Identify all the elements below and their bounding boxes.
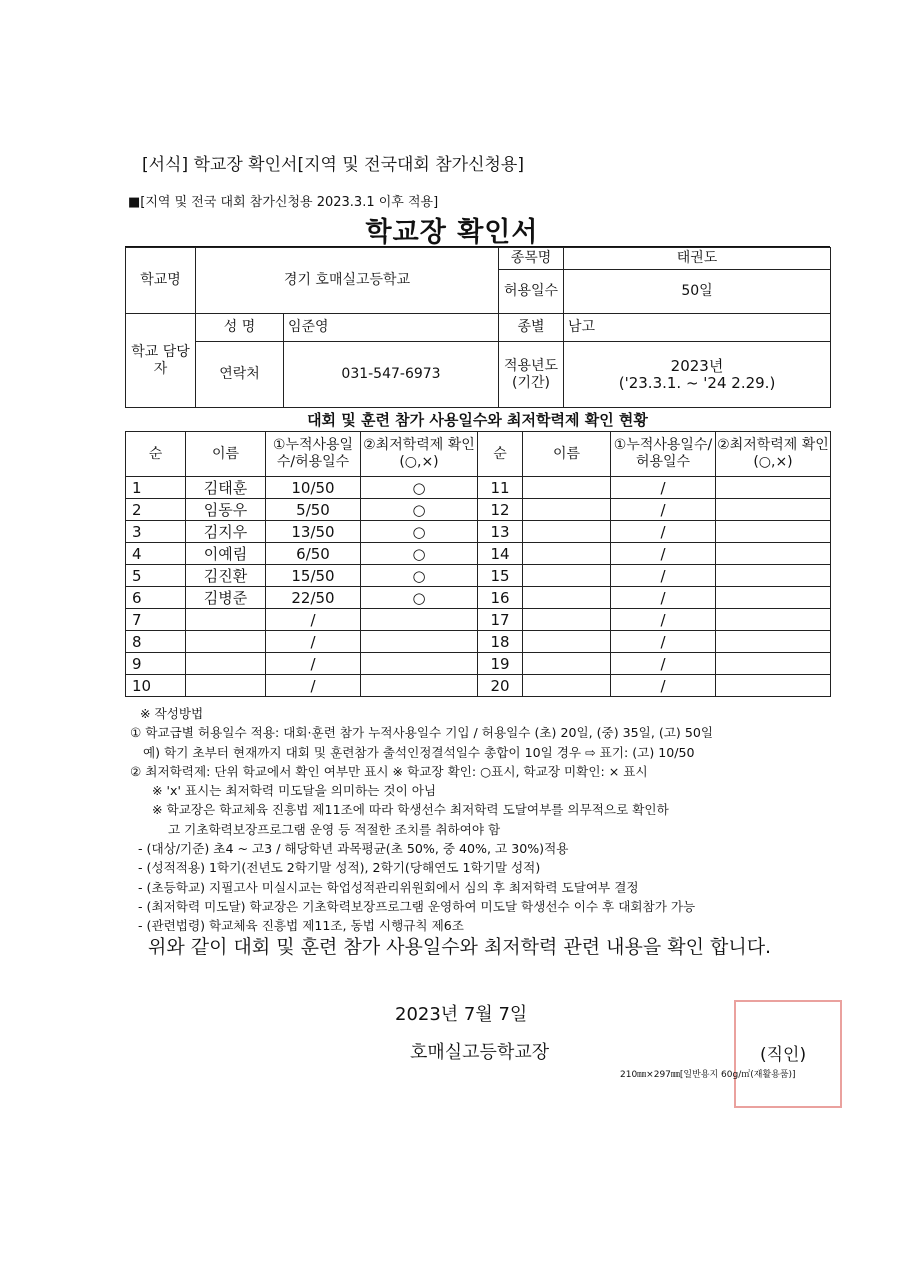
header-days-2: ①누적사용일수/허용일수 <box>611 432 716 477</box>
table-row <box>126 565 831 587</box>
allowed-value: 50일 <box>564 270 831 314</box>
row-days: / <box>266 631 361 653</box>
row-name: 김지우 <box>186 521 266 543</box>
note-line: 예) 학기 초부터 현재까지 대회 및 훈련참가 출석인정결석일수 총합이 10일 경우 ⇨ 표기: (고) 10/50 <box>143 744 695 760</box>
year-label: 적용년도 (기간) <box>499 342 564 408</box>
event-value: 태권도 <box>564 248 831 270</box>
manager-label: 학교 담당자 <box>126 314 196 408</box>
table-row <box>126 543 831 565</box>
row-no-2: 15 <box>478 565 523 587</box>
row-check: ○ <box>361 499 478 521</box>
row-name: 김병준 <box>186 587 266 609</box>
row-name: 이예림 <box>186 543 266 565</box>
paper-spec: 210㎜×297㎜[일반용지 60g/㎡(재활용품)] <box>620 1070 796 1080</box>
row-name-2 <box>523 477 611 499</box>
document-title: 학교장 확인서 <box>365 217 539 248</box>
row-check-2 <box>716 653 831 675</box>
row-check-2 <box>716 499 831 521</box>
gender-label: 종별 <box>499 314 564 342</box>
row-no-2: 19 <box>478 653 523 675</box>
row-days: 5/50 <box>266 499 361 521</box>
row-no-2: 17 <box>478 609 523 631</box>
name-label: 성 명 <box>196 314 284 342</box>
row-check-2 <box>716 543 831 565</box>
header-name-2: 이름 <box>523 432 611 477</box>
header-days: ①누적사용일수/허용일수 <box>266 432 361 477</box>
row-name-2 <box>523 565 611 587</box>
header-name: 이름 <box>186 432 266 477</box>
table-row <box>126 609 831 631</box>
row-check: ○ <box>361 587 478 609</box>
allowed-label: 허용일수 <box>499 270 564 314</box>
row-days-2: / <box>611 675 716 697</box>
note-line: ※ 작성방법 <box>140 706 204 721</box>
row-no: 4 <box>126 543 186 565</box>
row-days: 10/50 <box>266 477 361 499</box>
row-name <box>186 675 266 697</box>
note-line: - (초등학교) 지필고사 미실시교는 학업성적관리위원회에서 심의 후 최저학력 도달여부 결정 <box>138 879 639 895</box>
row-no: 6 <box>126 587 186 609</box>
note-line: ② 최저학력제: 단위 학교에서 확인 여부만 표시 ※ 학교장 확인: ○표시, 학교장 미확인: × 표시 <box>130 763 648 779</box>
scope-line: ■[지역 및 전국 대회 참가신청용 2023.3.1 이후 적용] <box>128 195 439 210</box>
table-row <box>126 631 831 653</box>
period-value: ('23.3.1. ~ '24 2.29.) <box>618 373 776 392</box>
row-days: 13/50 <box>266 521 361 543</box>
row-check-2 <box>716 675 831 697</box>
table-row <box>126 653 831 675</box>
row-days-2: / <box>611 609 716 631</box>
row-check <box>361 609 478 631</box>
contact-value: 031-547-6973 <box>284 342 499 408</box>
row-name <box>186 609 266 631</box>
row-check-2 <box>716 565 831 587</box>
info-table <box>125 247 831 408</box>
row-check: ○ <box>361 565 478 587</box>
school-value: 경기 호매실고등학교 <box>196 248 499 314</box>
header-check-2: ②최저학력제 확인(○,×) <box>716 432 831 477</box>
note-line: - (최저학력 미도달) 학교장은 기초학력보장프로그램 운영하여 미도달 학생선수 이수 후 대회참가 가능 <box>138 898 696 914</box>
row-no-2: 13 <box>478 521 523 543</box>
row-days: 22/50 <box>266 587 361 609</box>
row-days: / <box>266 609 361 631</box>
row-no: 9 <box>126 653 186 675</box>
row-check <box>361 675 478 697</box>
note-line: ※ 'x' 표시는 최저학력 미도달을 의미하는 것이 아님 <box>152 783 437 799</box>
row-name <box>186 631 266 653</box>
note-line: - (대상/기준) 초4 ~ 고3 / 해당학년 과목평균(초 50%, 중 40%, 고 30%)적용 <box>138 841 569 857</box>
row-days-2: / <box>611 653 716 675</box>
row-no: 10 <box>126 675 186 697</box>
table-row <box>126 587 831 609</box>
header-no-2: 순 <box>478 432 523 477</box>
header-check: ②최저학력제 확인(○,×) <box>361 432 478 477</box>
row-name-2 <box>523 587 611 609</box>
issue-date: 2023년 7월 7일 <box>395 1004 528 1025</box>
row-check <box>361 653 478 675</box>
row-check: ○ <box>361 543 478 565</box>
note-line: - (성적적용) 1학기(전년도 2학기말 성적), 2학기(당해연도 1학기말 성적) <box>138 860 541 876</box>
row-check-2 <box>716 477 831 499</box>
row-days: 15/50 <box>266 565 361 587</box>
note-line: - (관련법령) 학교체육 진흥법 제11조, 동법 시행규칙 제6조 <box>138 918 464 934</box>
row-check-2 <box>716 587 831 609</box>
confirm-statement: 위와 같이 대회 및 훈련 참가 사용일수와 최저학력 관련 내용을 확인 합니다. <box>148 936 772 958</box>
row-name <box>186 653 266 675</box>
note-line: ※ 학교장은 학교체육 진흥법 제11조에 따라 학생선수 최저학력 도달여부를 의무적으로 확인하 <box>152 802 669 818</box>
row-check: ○ <box>361 477 478 499</box>
table-subtitle: 대회 및 훈련 참가 사용일수와 최저학력제 확인 현황 <box>125 407 830 432</box>
row-no: 5 <box>126 565 186 587</box>
header-no: 순 <box>126 432 186 477</box>
row-days: 6/50 <box>266 543 361 565</box>
row-days-2: / <box>611 587 716 609</box>
row-no: 7 <box>126 609 186 631</box>
year-value: 2023년 <box>670 356 724 375</box>
school-label: 학교명 <box>126 248 196 314</box>
row-no-2: 18 <box>478 631 523 653</box>
note-line: 고 기초학력보장프로그램 운영 등 적절한 조치를 취하여야 함 <box>168 821 501 837</box>
name-value: 임준영 <box>284 314 499 342</box>
row-no-2: 11 <box>478 477 523 499</box>
table-row <box>126 499 831 521</box>
row-name-2 <box>523 631 611 653</box>
row-name-2 <box>523 499 611 521</box>
row-name: 김태훈 <box>186 477 266 499</box>
row-name-2 <box>523 543 611 565</box>
note-line: ① 학교급별 허용일수 적용: 대회·훈련 참가 누적사용일수 기입 / 허용일수 (초) 20일, (중) 35일, (고) 50일 <box>130 725 714 741</box>
row-days-2: / <box>611 543 716 565</box>
row-name-2 <box>523 675 611 697</box>
row-days: / <box>266 653 361 675</box>
row-days-2: / <box>611 477 716 499</box>
notes <box>130 704 840 936</box>
row-no: 1 <box>126 477 186 499</box>
row-name: 김진환 <box>186 565 266 587</box>
principal-name: 호매실고등학교장 <box>410 1042 550 1063</box>
row-days: / <box>266 675 361 697</box>
row-name-2 <box>523 521 611 543</box>
row-check: ○ <box>361 521 478 543</box>
year-cell <box>564 342 831 408</box>
row-no-2: 14 <box>478 543 523 565</box>
row-check <box>361 631 478 653</box>
row-no-2: 16 <box>478 587 523 609</box>
usage-table <box>125 431 831 697</box>
form-tag: [서식] 학교장 확인서[지역 및 전국대회 참가신청용] <box>142 155 524 175</box>
row-no: 3 <box>126 521 186 543</box>
table-row <box>126 477 831 499</box>
row-no: 8 <box>126 631 186 653</box>
row-no-2: 12 <box>478 499 523 521</box>
row-no-2: 20 <box>478 675 523 697</box>
row-name-2 <box>523 653 611 675</box>
table-row <box>126 675 831 697</box>
row-name-2 <box>523 609 611 631</box>
gender-value: 남고 <box>564 314 831 342</box>
event-label: 종목명 <box>499 248 564 270</box>
row-check-2 <box>716 521 831 543</box>
row-check-2 <box>716 631 831 653</box>
seal-label: (직인) <box>760 1045 807 1065</box>
row-check-2 <box>716 609 831 631</box>
row-days-2: / <box>611 499 716 521</box>
row-no: 2 <box>126 499 186 521</box>
row-days-2: / <box>611 565 716 587</box>
row-name: 임동우 <box>186 499 266 521</box>
contact-label: 연락처 <box>196 342 284 408</box>
row-days-2: / <box>611 521 716 543</box>
row-days-2: / <box>611 631 716 653</box>
table-row <box>126 521 831 543</box>
